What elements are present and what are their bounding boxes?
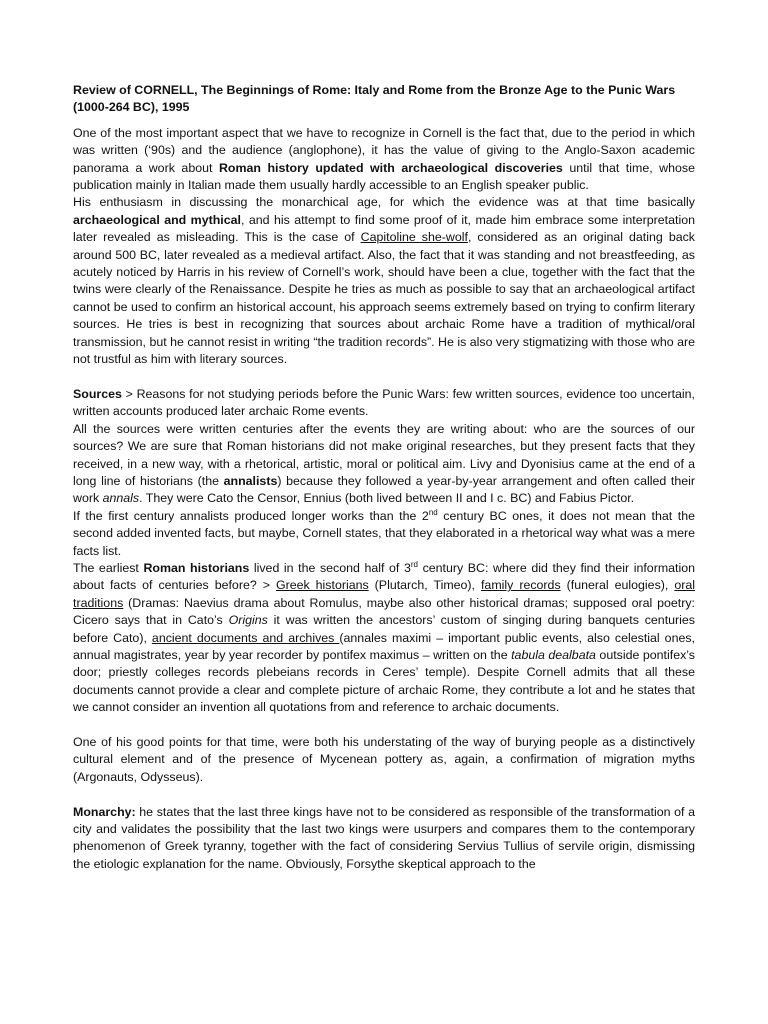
underlined-phrase: Capitoline she-wolf bbox=[360, 230, 468, 245]
text-run: century BC ones, it does not mean that the second added invented facts, but maybe, Cornell states, that they elaborated in a rhetorical way what was a mere facts list. bbox=[73, 508, 695, 558]
text-run: outside pontifex’s door; priestly colleges records plebeians records in Ceres’ temple). Despite Cornell admits that all these documents cannot provide a clear and complete picture of archaic Rome, they contribute a lot and he states that we cannot consider an invention all quotations from and reference to archaic documents. bbox=[73, 647, 696, 715]
text-run: The earliest bbox=[73, 560, 144, 575]
superscript: nd bbox=[428, 507, 438, 517]
text-run: One of the most important aspect that we have to recognize in Cornell is the fact that, due to the period in which was written (‘90s) and the audience (anglophone), it has the value of giving to the Anglo-Saxon academic panorama a work about bbox=[73, 125, 695, 175]
text-run: (annales maximi – important public events, also celestial ones, annual magistrates, year by year recorder by pontifex maximus – written on the bbox=[73, 630, 695, 662]
document-title: Review of CORNELL, The Beginnings of Rome: Italy and Rome from the Bronze Age to the Punic Wars (1000-264 BC), 1995 bbox=[73, 83, 676, 115]
text-run: His enthusiasm in discussing the monarchical age, for which the evidence was at that time basically bbox=[73, 195, 695, 210]
paragraph-gap bbox=[73, 717, 695, 734]
paragraph-gap bbox=[73, 786, 695, 803]
italic-phrase: tabula dealbata bbox=[511, 647, 596, 662]
text-run: century BC: where did they find their information about facts of centuries before? > bbox=[73, 560, 696, 593]
section-label-sources: Sources bbox=[73, 386, 122, 401]
text-run: until that time, whose publication mainly in Italian made them usually hardly accessible to an English speaker public. bbox=[73, 160, 695, 193]
underlined-phrase: ancient documents and archives bbox=[151, 630, 340, 645]
bold-phrase: annalists bbox=[223, 473, 278, 488]
text-run: If the first century annalists produced longer works than the 2 bbox=[73, 508, 429, 523]
text-run: , and his attempt to find some proof of it, made him embrace some interpretation later revealed as misleading. This is the case of bbox=[73, 212, 695, 245]
text-run: > Reasons for not studying periods before the Punic Wars: few written sources, evidence too uncertain, written accounts produced later archaic Rome events. bbox=[73, 386, 695, 419]
paragraph-monarchical-age bbox=[73, 194, 695, 368]
text-run: , considered as an original dating back around 500 BC, later revealed as a medieval artifact. Also, the fact that it was standing and not breastfeeding, as acutely noticed by Harris in his review of Cornell’s work, should have been a clue, together with the fact that the twins were clearly of the Renaissance. Despite he tries as much as possible to say that an archaeological artifact cannot be used to confirm an historical account, his approach seems extremely based on trying to confirm literary sources. He tries is best in recognizing that sources about archaic Rome have a tradition of mythical/oral transmission, but he cannot resist in writing “the tradition records”. He is also very stigmatizing with those who are not trustful as him with literary sources. bbox=[73, 230, 695, 367]
text-run: ) because they followed a year-by-year arrangement and often called their work bbox=[73, 473, 695, 506]
paragraph-gap bbox=[73, 369, 695, 386]
text-run: All the sources were written centuries after the events they are writing about: who are the sources of our sources? We are sure that Roman historians did not make original researches, but they present facts that they received, in a new way, with a rhetorical, artistic, moral or political aim. Livy and Dyonisius came at the end of a long line of historians (the bbox=[73, 421, 695, 488]
paragraph-intro bbox=[73, 125, 695, 195]
text-run: it was written the ancestors’ custom of singing during banquets centuries before Cato), bbox=[73, 613, 695, 645]
text-run: (funeral eulogies), bbox=[560, 578, 675, 593]
bold-phrase: archaeological and mythical bbox=[73, 212, 241, 227]
text-run: he states that the last three kings have not to be considered as responsible of the transformation of a city and validates the possibility that the last two kings were usurpers and compares them to the contemporary phenomenon of Greek tyranny, together with the fact of considering Servius Tullius of servile origin, dismissing the etiologic explanation for the name. Obviously, Forsythe skeptical approach to the bbox=[73, 804, 695, 871]
superscript: rd bbox=[410, 559, 418, 569]
paragraph-good-points: One of his good points for that time, were both his understating of the way of burying people as a distinctively cultural element and of the presence of Mycenean pottery as, again, a confirmation of migration myths (Argonauts, Odysseus). bbox=[73, 735, 695, 784]
text-run: lived in the second half of 3 bbox=[249, 560, 411, 575]
italic-phrase: annals bbox=[102, 491, 140, 506]
underlined-phrase: Greek historians bbox=[275, 578, 369, 593]
bold-phrase: Roman history updated with archaeological discoveries bbox=[218, 160, 563, 175]
paragraph-first-century bbox=[73, 508, 695, 560]
text-run: (Plutarch, Timeo), bbox=[368, 578, 481, 593]
document-page bbox=[73, 82, 695, 873]
section-label-monarchy: Monarchy: bbox=[73, 804, 136, 819]
bold-phrase: Roman historians bbox=[143, 560, 250, 575]
text-run: . They were Cato the Censor, Ennius (both lived between II and I c. BC) and Fabius Pictor. bbox=[139, 491, 635, 506]
underlined-phrase: family records bbox=[480, 578, 561, 593]
paragraph-earliest-historians bbox=[73, 560, 695, 717]
paragraph-sources-heading bbox=[73, 386, 695, 421]
text-run: (Dramas: Naevius drama about Romulus, maybe also other historical dramas; supposed oral poetry: Cicero says that in Cato’s bbox=[73, 595, 695, 628]
underlined-phrase: oral traditions bbox=[73, 578, 695, 610]
italic-phrase: Origins bbox=[228, 613, 268, 628]
paragraph-monarchy bbox=[73, 804, 695, 874]
paragraph-annalists bbox=[73, 421, 695, 508]
